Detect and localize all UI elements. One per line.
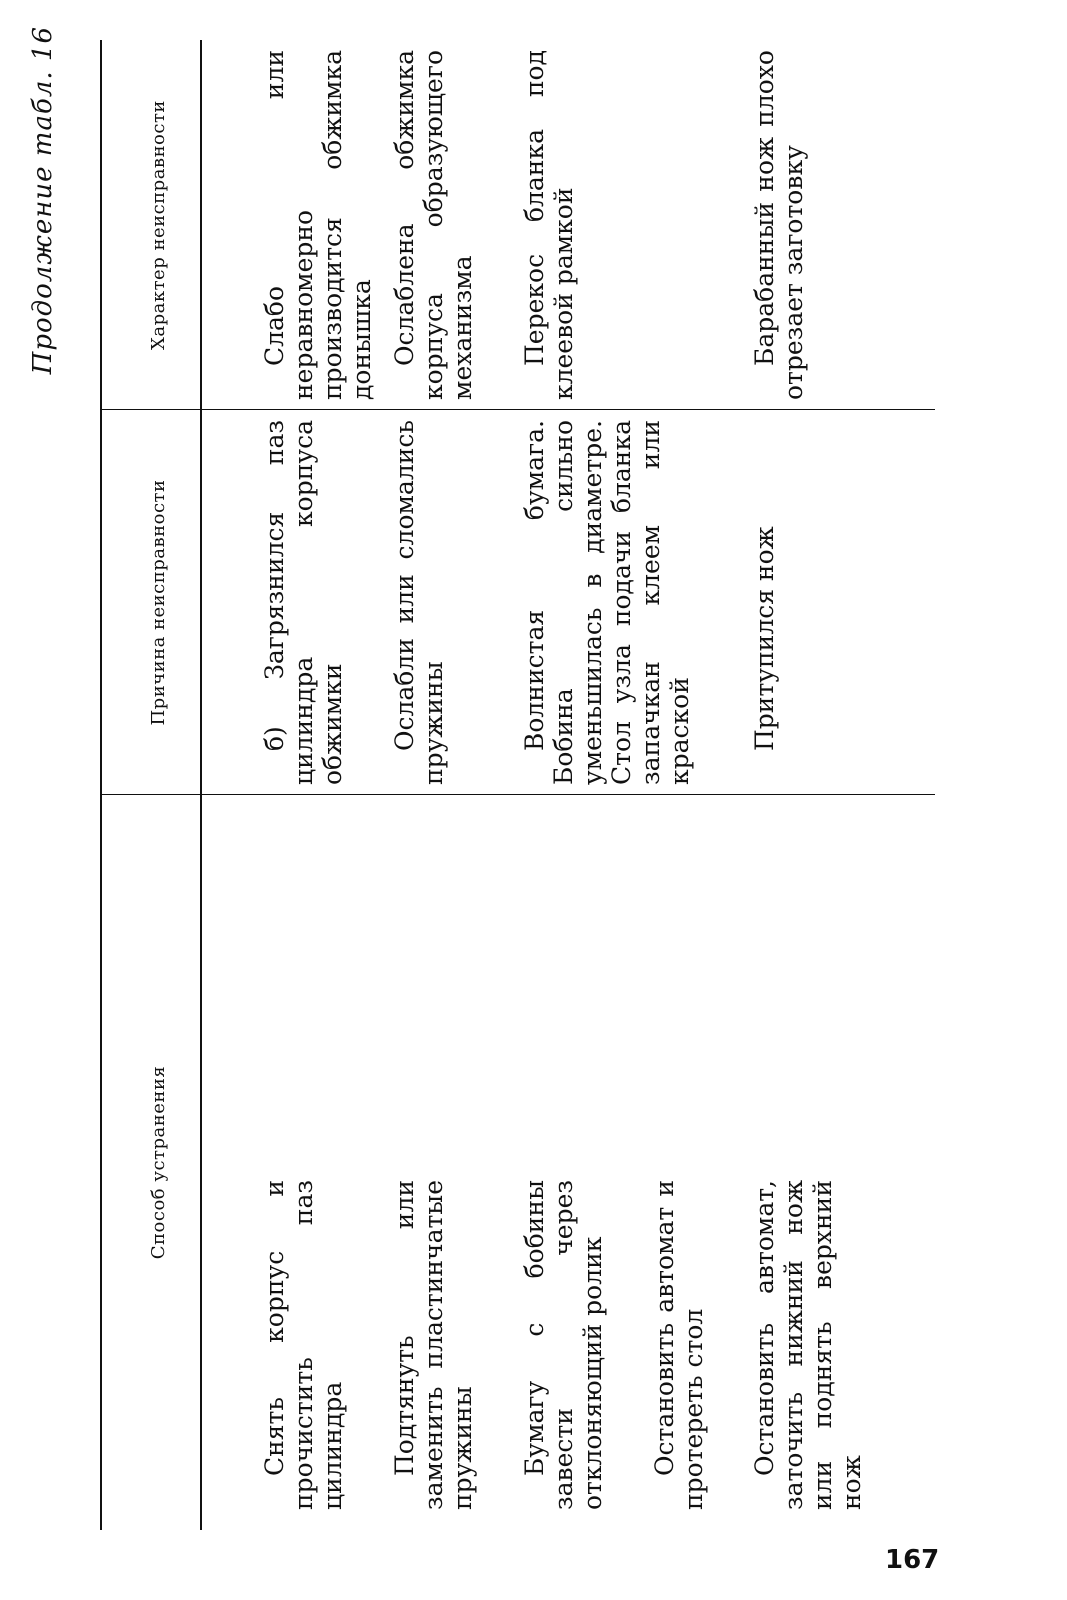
cell-remedy-2: Подтянуть или заменить пластинчатые пружины	[390, 1180, 477, 1510]
table-caption: Продолжение табл. 16	[28, 26, 58, 375]
page-number: 167	[885, 1545, 940, 1575]
header-character: Характер неисправности	[148, 100, 169, 350]
cell-remedy-5: Остановить автомат, заточить нижний нож или поднять верхний нож	[750, 1180, 866, 1510]
cell-character-3: Перекос бланка под клеевой рамкой	[520, 50, 578, 400]
cell-cause-2: Ослабли или сломались пружины	[390, 420, 448, 785]
top-rule	[100, 40, 102, 1530]
column-divider-1	[100, 794, 935, 795]
cell-cause-3: Волнистая бумага. Бобина сильно уменьшилась в диаметре. Стол узла подачи бланка запачкан клеем или краской	[520, 420, 694, 785]
faults-table	[90, 40, 940, 1530]
cell-character-1: Слабо или неравномерно производится обжимка донышка	[260, 50, 376, 400]
cell-cause-1: б) Загрязнился паз цилиндра корпуса обжимки	[260, 420, 347, 785]
cell-remedy-4: Остановить автомат и протереть стол	[650, 1180, 708, 1510]
cell-cause-5: Притупился нож	[750, 526, 779, 751]
cell-remedy-3: Бумагу с бобины завести через отклоняющий ролик	[520, 1180, 607, 1510]
cell-remedy-1: Снять корпус и прочистить паз цилиндра	[260, 1180, 347, 1510]
header-rule	[200, 40, 202, 1530]
header-remedy: Способ устранения	[148, 1065, 169, 1260]
column-divider-2	[100, 409, 935, 410]
cell-character-2: Ослаблена обжимка корпуса образующего механизма	[390, 50, 477, 400]
cell-character-5: Барабанный нож плохо отрезает заготовку	[750, 50, 808, 400]
header-cause: Причина неисправности	[148, 479, 169, 726]
